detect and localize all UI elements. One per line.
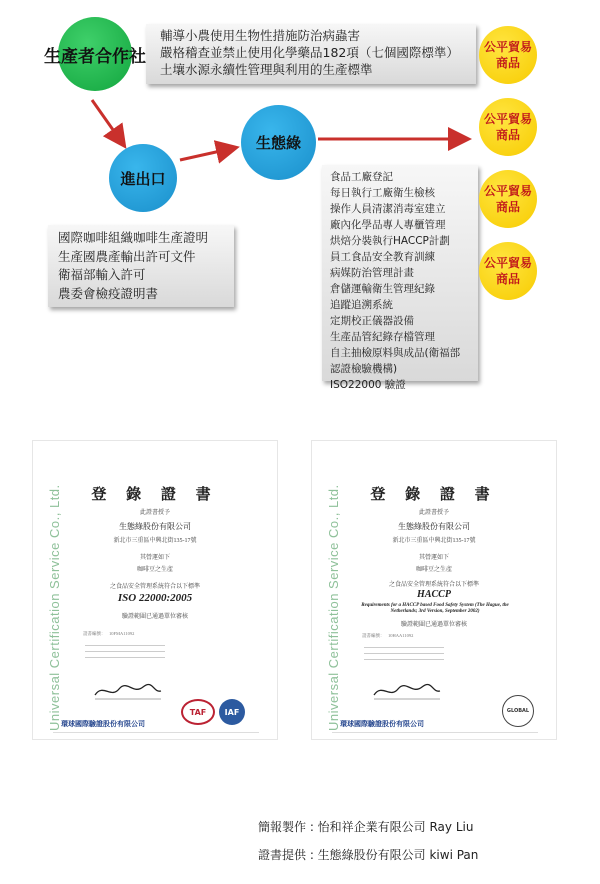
taf-logo-text: TAF <box>189 707 207 717</box>
signature-image <box>93 681 163 701</box>
certificate-sidebar-text: Universal Certification Service Co., Ltd. <box>326 484 341 731</box>
certificate-number: 10FMA11092 <box>109 631 135 636</box>
certificate-standard-sub: Requirements for a HACCP based Food Safety System (The Hague, the Netherlands; 3rd Version, September 2002) <box>361 603 509 614</box>
company-note: 食品工廠登記 <box>330 171 393 183</box>
certificate-iso22000 <box>32 440 278 740</box>
credit-line: 證書提供 : 生態綠股份有限公司 kiwi Pan <box>258 848 479 862</box>
fairtrade-label-line2: 商品 <box>495 56 520 70</box>
certificate-address: 新北市三重區中興北街135-17號 <box>113 538 197 544</box>
producer-note: 輔導小農使用生物性措施防治病蟲害 <box>160 28 361 43</box>
company-note: 追蹤追溯系統 <box>330 299 393 311</box>
certificate-number-label: 證書編號： <box>83 631 106 636</box>
certificate-standard-lead: 之食品安全管理系統符合以下標準 <box>388 582 479 588</box>
company-note: 廠內化學品專人專櫃管理 <box>330 219 446 231</box>
footer-divider <box>332 732 538 733</box>
certificate-dates <box>364 641 444 665</box>
iaf-logo <box>219 699 245 725</box>
certificate-address: 新北市三重區中興北街135-17號 <box>392 538 476 544</box>
importer-label: 進出口 <box>120 169 166 188</box>
certificate-intro: 此證書授予 <box>139 510 170 516</box>
certificate-company: 生態綠股份有限公司 <box>398 522 470 531</box>
company-note: 自主抽檢原料與成品(衛福部認證檢驗機構) <box>330 347 461 375</box>
certificate-footer-lead: 驗證範圍已通過單位審核 <box>121 614 188 620</box>
certificate-number: 10HAA11092 <box>388 633 414 638</box>
importer-note: 衛福部輸入許可 <box>58 267 146 282</box>
fairtrade-label-line1: 公平貿易 <box>483 184 532 198</box>
certificate-footer-lead: 驗證範圍已通過單位審核 <box>400 622 467 628</box>
importer-note: 農委會檢疫證明書 <box>58 285 159 301</box>
certificate-number-label: 證書編號： <box>362 633 385 638</box>
fairtrade-badge <box>479 98 537 156</box>
certificate-issuer: 環球國際驗證股份有限公司 <box>61 720 145 728</box>
producer-circle <box>44 17 146 91</box>
fairtrade-label-line1: 公平貿易 <box>483 40 532 54</box>
certificate-intro: 此證書授予 <box>418 510 449 516</box>
company-note: 員工食品安全教育訓練 <box>330 251 435 263</box>
company-note: 倉儲運輸衛生管理紀錄 <box>330 283 435 295</box>
fairtrade-label-line2: 商品 <box>495 272 520 286</box>
fairtrade-badge <box>479 26 537 84</box>
company-note: 操作人員清潔消毒室建立 <box>330 203 446 215</box>
company-note: 生產品管紀錄存檔管理 <box>330 331 435 343</box>
certificate-standard: HACCP <box>417 589 451 600</box>
certificate-title: 登 錄 證 書 <box>370 487 498 503</box>
company-note: 烘焙分裝執行HACCP計劃 <box>330 235 450 247</box>
importer-note: 生產國農產輸出許可文件 <box>58 248 196 264</box>
company-label: 生態綠 <box>255 134 301 152</box>
importer-notes-box <box>48 225 234 307</box>
fairtrade-label-line2: 商品 <box>495 200 520 214</box>
fairtrade-badge <box>479 170 537 228</box>
fairtrade-label-line1: 公平貿易 <box>483 256 532 270</box>
footer-divider <box>53 732 259 733</box>
arrow-import-to-company <box>180 148 234 160</box>
certificate-scope: 咖啡豆之生產 <box>415 567 452 573</box>
producer-note: 土壤水源永續性管理與利用的生產標準 <box>160 62 373 77</box>
certificate-scope: 咖啡豆之生產 <box>136 567 173 573</box>
importer-note: 國際咖啡組織咖啡生產證明 <box>58 230 209 245</box>
producer-notes-box <box>146 24 476 84</box>
certificate-sidebar-text: Universal Certification Service Co., Ltd. <box>47 484 62 731</box>
certificate-dates <box>85 639 165 663</box>
signature-image <box>372 681 442 701</box>
credit-line: 簡報製作 : 怡和祥企業有限公司 Ray Liu <box>258 820 474 834</box>
fairtrade-label-line2: 商品 <box>495 128 520 142</box>
global-logo <box>502 695 534 727</box>
certificate-company: 生態綠股份有限公司 <box>119 522 191 531</box>
company-note: 病媒防治管理計畫 <box>330 267 414 279</box>
fairtrade-badge <box>479 242 537 300</box>
producer-note: 嚴格稽查並禁止使用化學藥品182項（七個國際標準） <box>160 45 459 60</box>
certificate-title: 登 錄 證 書 <box>91 487 219 503</box>
certificate-standard-lead: 之食品安全管理系統符合以下標準 <box>109 584 200 590</box>
company-note: 定期校正儀器設備 <box>330 315 414 327</box>
taf-logo <box>181 699 215 725</box>
company-note: 每日執行工廠衛生檢核 <box>330 187 435 199</box>
certificate-haccp <box>311 440 557 740</box>
company-notes-box <box>322 165 478 391</box>
importer-circle <box>109 144 177 212</box>
certificate-standard: ISO 22000:2005 <box>117 592 193 604</box>
producer-label: 生產者合作社 <box>44 46 146 67</box>
arrow-producer-to-import <box>92 100 123 144</box>
iaf-logo-text: IAF <box>224 707 240 717</box>
global-logo-text: GLOBAL <box>506 708 530 714</box>
company-note: ISO22000 驗證 <box>330 379 406 391</box>
certificate-scope-lead: 其營運如下 <box>418 555 449 561</box>
company-circle <box>241 105 316 180</box>
certificate-issuer: 環球國際驗證股份有限公司 <box>340 720 424 728</box>
certificate-scope-lead: 其營運如下 <box>139 555 170 561</box>
fairtrade-label-line1: 公平貿易 <box>483 112 532 126</box>
